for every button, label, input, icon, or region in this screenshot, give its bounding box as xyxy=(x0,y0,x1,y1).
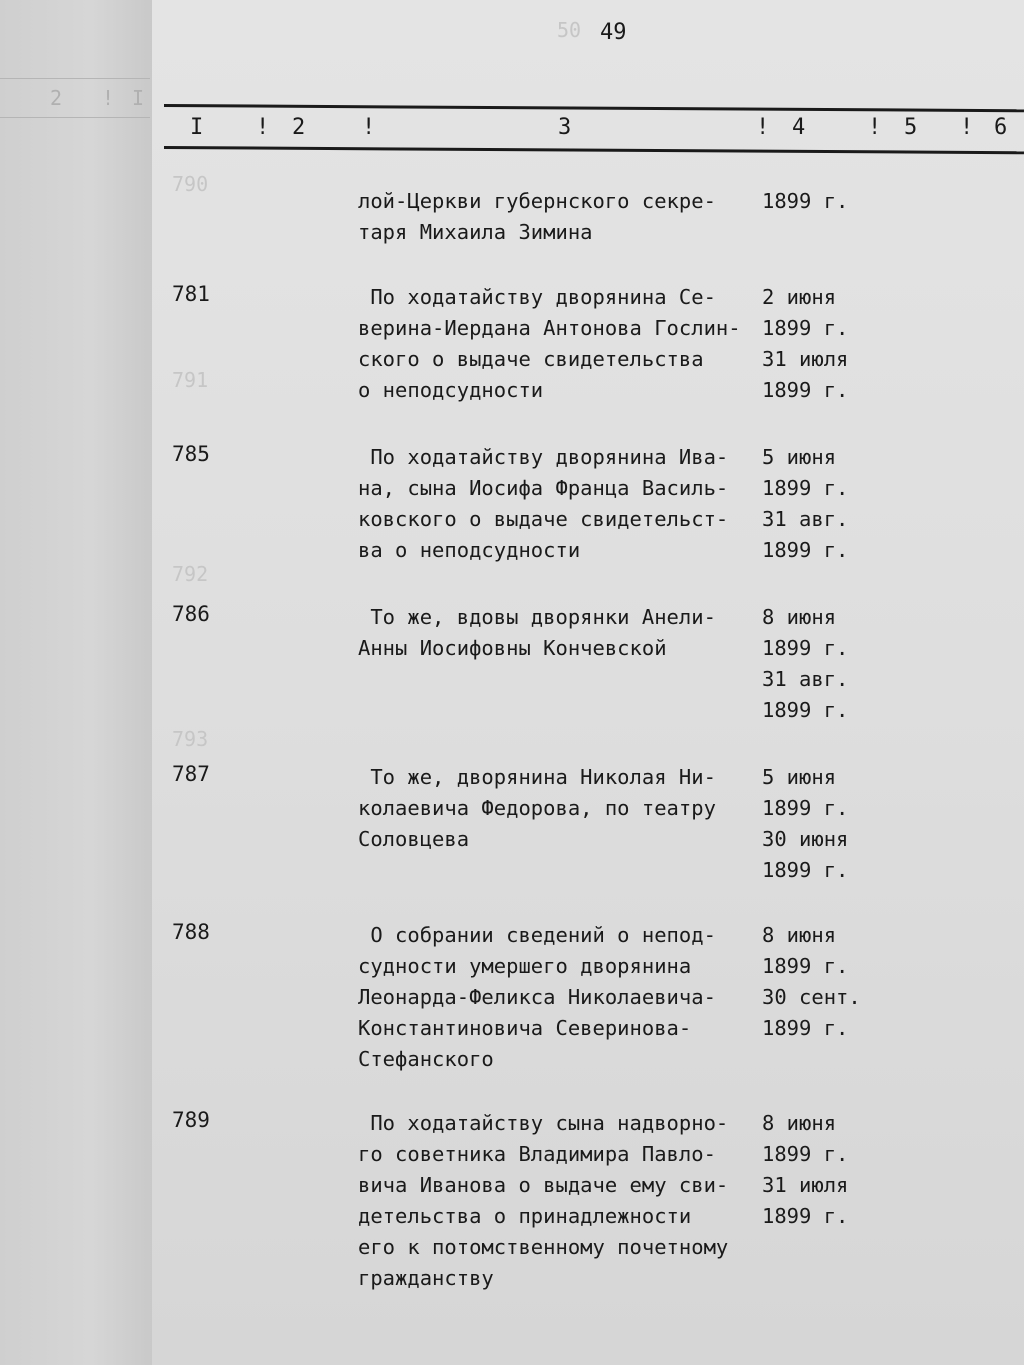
show-through-number: 793 xyxy=(172,727,209,751)
date-line: 1899 г. xyxy=(762,954,849,978)
description-line: Анны Иосифовны Кончевской xyxy=(358,636,667,660)
row-description xyxy=(358,1108,748,1294)
show-through-number: 790 xyxy=(172,172,209,196)
header-col-4: 4 xyxy=(792,115,806,140)
description-line: То же, вдовы дворянки Анели- xyxy=(358,605,716,629)
date-line: 31 июля xyxy=(762,347,849,371)
description-line: Леонарда-Феликса Николаевича- xyxy=(358,985,716,1009)
date-line: 1899 г. xyxy=(762,698,849,722)
date-line: 1899 г. xyxy=(762,1204,849,1228)
table-header-top-rule xyxy=(164,104,1024,112)
date-line: 1899 г. xyxy=(762,1016,849,1040)
header-col-3: 3 xyxy=(558,115,572,140)
row-dates xyxy=(762,762,848,886)
description-line: о неподсудности xyxy=(358,378,544,402)
row-dates xyxy=(762,442,848,566)
ghost-header-col: 2 xyxy=(50,86,63,110)
description-line: Стефанского xyxy=(358,1047,494,1071)
ghost-header-col: I xyxy=(132,86,145,110)
description-line: гражданству xyxy=(358,1266,494,1290)
date-line: 30 июня xyxy=(762,827,849,851)
header-col-1: I xyxy=(190,115,204,140)
date-line: 5 июня xyxy=(762,765,837,789)
previous-page-header-band xyxy=(0,78,150,118)
description-line: го советника Владимира Павло- xyxy=(358,1142,716,1166)
row-description xyxy=(358,186,748,248)
show-through-number: 791 xyxy=(172,368,209,392)
description-line: Соловцева xyxy=(358,827,470,851)
date-line: 31 авг. xyxy=(762,667,849,691)
row-number: 788 xyxy=(172,920,210,944)
date-line: 31 авг. xyxy=(762,507,849,531)
header-col-2: 2 xyxy=(292,115,306,140)
date-line: 31 июля xyxy=(762,1173,849,1197)
row-number: 785 xyxy=(172,442,210,466)
date-line: 8 июня xyxy=(762,605,837,629)
description-line: По ходатайству дворянина Ива- xyxy=(358,445,729,469)
row-dates xyxy=(762,1108,848,1232)
description-line: ковского о выдаче свидетельст- xyxy=(358,507,729,531)
page-number: 49 xyxy=(600,20,627,45)
show-through-number: 792 xyxy=(172,562,209,586)
description-line: судности умершего дворянина xyxy=(358,954,692,978)
description-line: ского о выдаче свидетельства xyxy=(358,347,704,371)
date-line: 8 июня xyxy=(762,923,837,947)
date-line: 5 июня xyxy=(762,445,837,469)
header-col-5: 5 xyxy=(904,115,918,140)
row-description xyxy=(358,282,748,406)
description-line: таря Михаила Зимина xyxy=(358,220,593,244)
date-line: 1899 г. xyxy=(762,538,849,562)
date-line: 1899 г. xyxy=(762,1142,849,1166)
row-description xyxy=(358,442,748,566)
description-line: колаевича Федорова, по театру xyxy=(358,796,716,820)
date-line: 1899 г. xyxy=(762,636,849,660)
description-line: ва о неподсудности xyxy=(358,538,581,562)
show-through-page-number: 50 xyxy=(557,18,582,42)
description-line: О собрании сведений о непод- xyxy=(358,923,716,947)
date-line: 30 сент. xyxy=(762,985,861,1009)
date-line: 1899 г. xyxy=(762,378,849,402)
row-dates xyxy=(762,602,848,726)
description-line: вича Иванова о выдаче ему сви- xyxy=(358,1173,729,1197)
previous-page-edge xyxy=(0,0,153,1365)
date-line: 1899 г. xyxy=(762,189,849,213)
header-separator: ! xyxy=(362,115,376,140)
description-line: То же, дворянина Николая Ни- xyxy=(358,765,716,789)
row-dates xyxy=(762,282,848,406)
row-dates xyxy=(762,920,861,1044)
row-number: 787 xyxy=(172,762,210,786)
date-line: 1899 г. xyxy=(762,858,849,882)
description-line: его к потомственному почетному xyxy=(358,1235,729,1259)
date-line: 1899 г. xyxy=(762,796,849,820)
document-page xyxy=(152,0,1024,1365)
row-description xyxy=(358,602,748,664)
row-description xyxy=(358,920,748,1075)
description-line: на, сына Иосифа Франца Василь- xyxy=(358,476,729,500)
date-line: 8 июня xyxy=(762,1111,837,1135)
header-separator: ! xyxy=(756,115,770,140)
row-number: 786 xyxy=(172,602,210,626)
header-col-6: 6 xyxy=(994,115,1008,140)
description-line: По ходатайству сына надворно- xyxy=(358,1111,729,1135)
description-line: Константиновича Северинова- xyxy=(358,1016,692,1040)
row-description xyxy=(358,762,748,855)
row-number: 781 xyxy=(172,282,210,306)
description-line: верина-Иердана Антонова Гослин- xyxy=(358,316,741,340)
description-line: детельства о принадлежности xyxy=(358,1204,692,1228)
header-separator: ! xyxy=(960,115,974,140)
date-line: 2 июня xyxy=(762,285,837,309)
row-number: 789 xyxy=(172,1108,210,1132)
description-line: лой-Церкви губернского секре- xyxy=(358,189,716,213)
ghost-header-sep: ! xyxy=(102,86,115,110)
row-dates xyxy=(762,186,848,217)
header-separator: ! xyxy=(256,115,270,140)
date-line: 1899 г. xyxy=(762,316,849,340)
description-line: По ходатайству дворянина Се- xyxy=(358,285,716,309)
header-separator: ! xyxy=(868,115,882,140)
table-header-bottom-rule xyxy=(164,146,1024,154)
date-line: 1899 г. xyxy=(762,476,849,500)
